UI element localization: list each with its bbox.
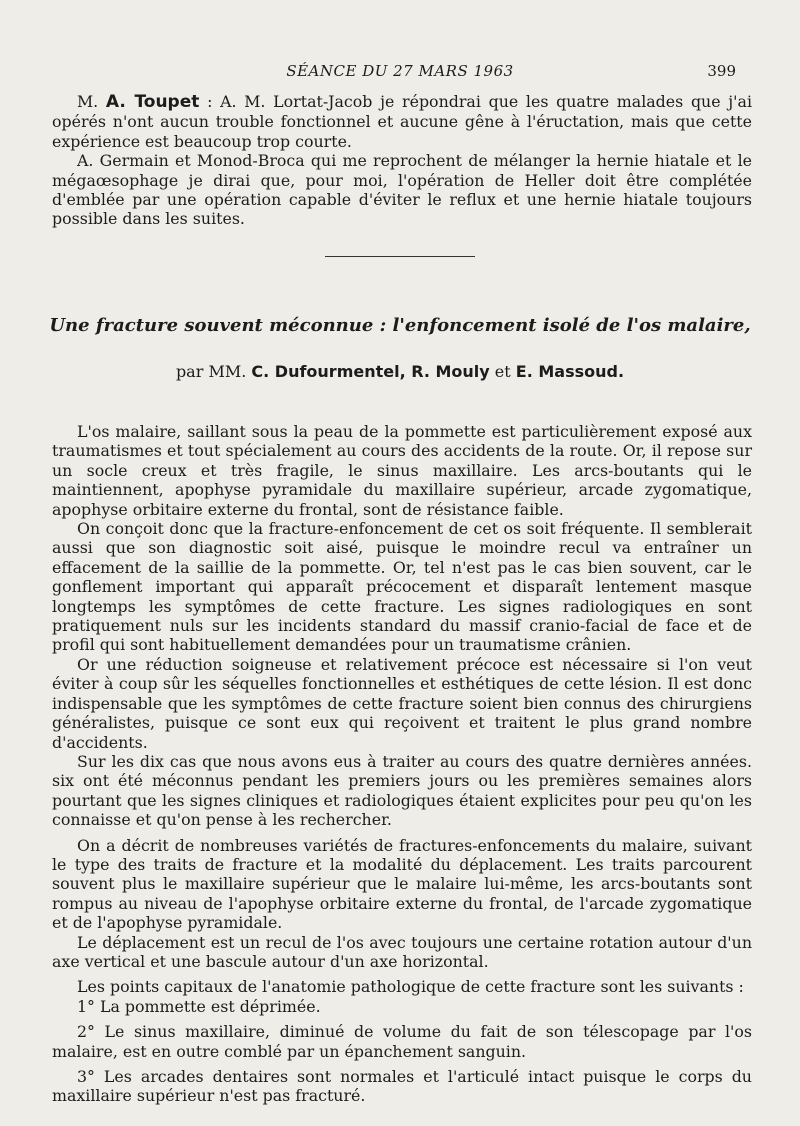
body-paragraph-2: On conçoit donc que la fracture-enfoncement de cet os soit fréquente. Il semblerait aussi que son diagnostic soit aisé, puisque le moindre recul va entraîner un effacement de la saillie de la pommette. Or, tel n'est pas le cas bien souvent, car le gonflement important qui apparaît précocement et disparaît lentement masque longtemps les symptômes de cette fracture. Les signes radiologiques en sont pratiquement nuls sur les incidents standard du massif cranio-facial de face et de profil qui sont habituellement demandées pour un traumatisme crânien. — [52, 519, 752, 655]
article-title: Une fracture souvent méconnue : l'enfoncement isolé de l'os malaire, — [49, 315, 751, 336]
body-paragraph-6: Le déplacement est un recul de l'os avec toujours une certaine rotation autour d'un axe vertical et une bascule autour d'un axe horizontal. — [52, 932, 752, 971]
byline-and: et — [489, 362, 516, 381]
body-paragraph-3: Or une réduction soigneuse et relativement précoce est nécessaire si l'on veut éviter à coup sûr les séquelles fonctionnelles et esthétiques de cette lésion. Il est donc indispensable que les symptômes de cette fracture soient bien connus des chirurgiens généralistes, puisque ce sont eux qui reçoivent et traitent le plus grand nombre d'accidents. — [52, 654, 752, 752]
byline-prefix: par MM. — [175, 362, 252, 381]
body-paragraph-1: L'os malaire, saillant sous la peau de la pommette est particulièrement exposé aux traumatismes et tout spécialement au cours des accidents de la route. Or, il repose sur un socle creux et très fragile, le sinus maxillaire. Les arcs-boutants qui le maintiennent, apophyse pyramidale du maxillaire supérieur, arcade zygomatique, apophyse orbitaire externe du frontal, sont de résistance faible. — [52, 422, 752, 519]
discussion-reply — [52, 92, 752, 229]
page-number: 399 — [707, 62, 736, 80]
byline-last-author: E. Massoud. — [515, 362, 625, 381]
reply-paragraph-1 — [52, 92, 752, 151]
reply-paragraph-2: A. Germain et Monod-Broca qui me reprochent de mélanger la hernie hiatale et le mégaœsophage je dirai que, pour moi, l'opération de Heller doit être complétée d'emblée par une opération capable d'éviter le reflux et une hernie hiatale toujours possible dans les suites. — [52, 151, 752, 229]
article-body — [52, 422, 752, 1106]
list-item-2: 2° Le sinus maxillaire, diminué de volume du fait de son télescopage par l'os malaire, est en outre comblé par un épanchement sanguin. — [52, 1022, 752, 1061]
body-paragraph-5: On a décrit de nombreuses variétés de fractures-enfoncements du malaire, suivant le type des traits de fracture et la modalité du déplacement. Les traits parcourent souvent plus le maxillaire supérieur que le malaire lui-même, les arcs-boutants sont rompus au niveau de l'apophyse orbitaire externe du frontal, de l'arcade zygomatique et de l'apophyse pyramidale. — [52, 835, 752, 933]
byline-authors: C. Dufourmentel, R. Mouly — [251, 362, 490, 381]
byline — [0, 362, 800, 381]
speaker-prefix: M. — [77, 92, 106, 111]
section-divider — [325, 256, 475, 257]
body-paragraph-4: Sur les dix cas que nous avons eus à traiter au cours des quatre dernières années. six ont été méconnus pendant les premiers jours ou les premières semaines alors pourtant que les signes cliniques et radiologiques étaient explicites pour peu qu'on les connaisse et qu'on pense à les rechercher. — [52, 751, 752, 830]
list-item-3: 3° Les arcades dentaires sont normales et l'articulé intact puisque le corps du maxillaire supérieur n'est pas fracturé. — [52, 1067, 752, 1106]
body-paragraph-7: Les points capitaux de l'anatomie pathologique de cette fracture sont les suivants : — [77, 977, 744, 997]
running-header — [0, 62, 800, 82]
header-title: SÉANCE DU 27 MARS 1963 — [286, 62, 514, 80]
list-item-1: 1° La pommette est déprimée. — [77, 996, 321, 1016]
reply-text-1: : A. M. Lortat-Jacob je répondrai que les quatre malades que j'ai opérés n'ont aucun trouble fonctionnel et aucune gêne à l'éructation, mais que cette expérience est beaucoup trop courte. — [52, 92, 752, 151]
speaker-name: A. Toupet — [105, 92, 200, 112]
